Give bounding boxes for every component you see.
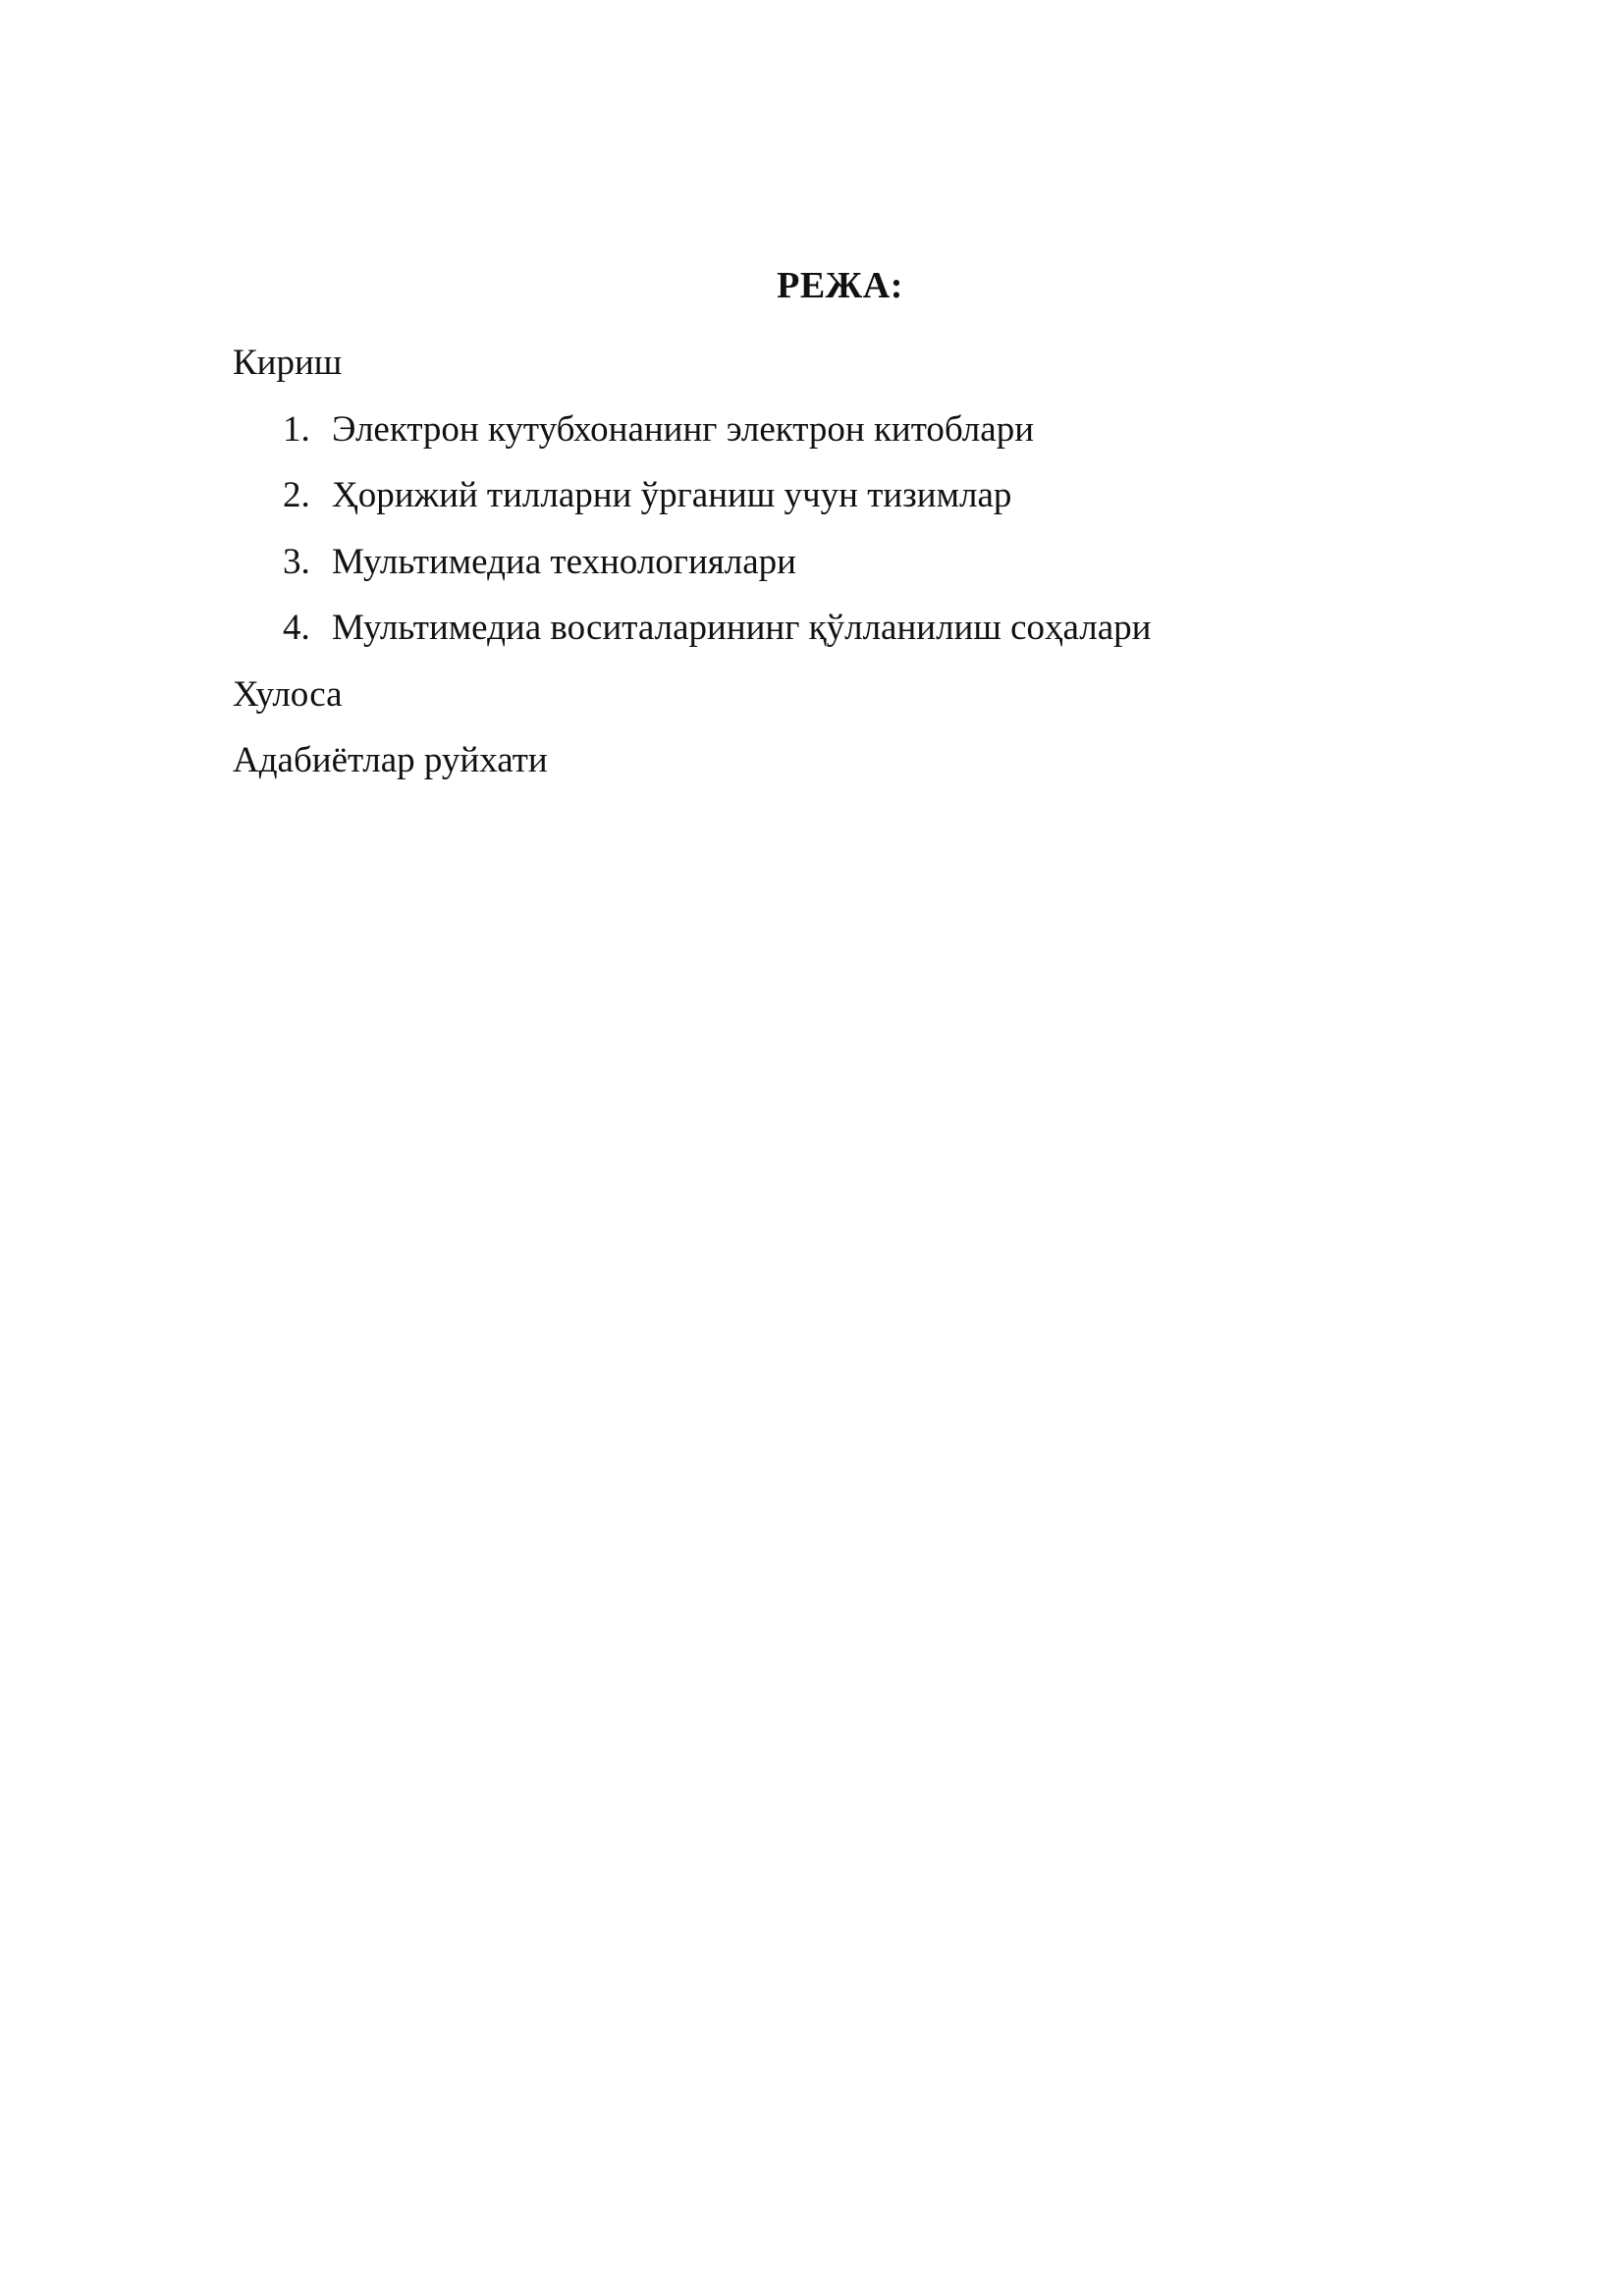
conclusion-entry: Хулоса xyxy=(233,673,343,715)
list-item-text: Мультимедиа технологиялари xyxy=(332,541,796,582)
list-item xyxy=(233,397,1509,463)
list-item-number: 4. xyxy=(283,608,310,648)
list-item-number: 3. xyxy=(283,541,310,582)
references-entry: Адабиётлар руйхати xyxy=(233,740,548,780)
list-item-number: 2. xyxy=(283,475,310,515)
introduction-entry: Кириш xyxy=(233,343,343,383)
list-item xyxy=(233,529,1509,596)
list-item-text: Ҳорижий тилларни ўрганиш учун тизимлар xyxy=(332,475,1012,515)
list-item xyxy=(233,462,1509,529)
list-item xyxy=(233,595,1509,662)
topics-list xyxy=(233,397,1509,662)
plan-contents xyxy=(233,330,1509,794)
list-item-number: 1. xyxy=(283,408,310,450)
list-item-text: Мультимедиа воситаларининг қўлланилиш соҳалари xyxy=(332,608,1152,648)
page-title: РЕЖА: xyxy=(777,265,903,306)
list-item-text: Электрон кутубхонанинг электрон китоблари xyxy=(332,408,1034,450)
